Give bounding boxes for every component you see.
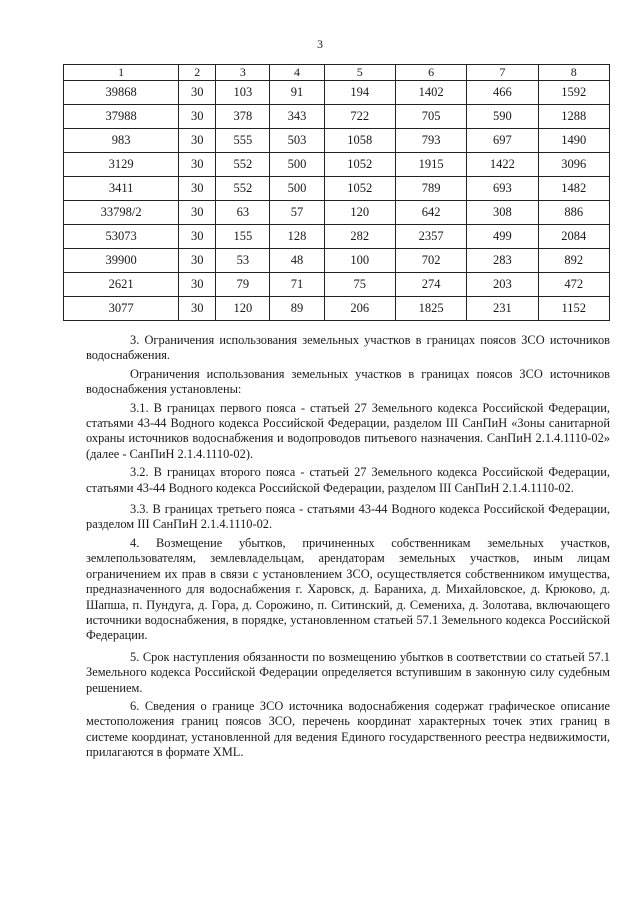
table-cell: 71	[270, 273, 324, 297]
table-cell: 203	[467, 273, 538, 297]
paragraph-compensation: 4. Возмещение убытков, причиненных собственникам земельных участков, землепользователям, землевладельцам, арендаторам земельных участков, иным лицам ограничением их прав в связи с установлением ЗСО, осуществляется собственником имущества, предназначенного для водоснабжения г. Харовск, д. Бараниха, д. Михайловское, д. Крюково, д. Шапша, п. Пундуга, д. Гора, д. Сорожино, п. Ситинский, д. Семениха, д. Золотава, включающего источники водоснабжения, в порядке, установленном статьей 57.1 Земельного кодекса Российской Федерации.	[86, 535, 610, 643]
column-header: 8	[538, 65, 609, 81]
table-cell: 3096	[538, 153, 609, 177]
body-text	[86, 333, 610, 764]
table-cell: 378	[216, 105, 270, 129]
table-cell: 89	[270, 297, 324, 321]
table-cell: 308	[467, 201, 538, 225]
table-cell: 206	[324, 297, 395, 321]
column-header: 2	[179, 65, 216, 81]
table-cell: 642	[395, 201, 466, 225]
table-cell: 30	[179, 297, 216, 321]
table-row	[64, 201, 610, 225]
table-cell: 30	[179, 153, 216, 177]
table-cell: 30	[179, 129, 216, 153]
table-cell: 1825	[395, 297, 466, 321]
table-cell: 499	[467, 225, 538, 249]
table-cell: 30	[179, 249, 216, 273]
paragraph-zso-boundary: 6. Сведения о границе ЗСО источника водоснабжения содержат графическое описание местоположения границ поясов ЗСО, перечень координат характерных точек этих границ в системе координат, установленной для ведения Единого государственного реестра недвижимости, прилагаются в формате XML.	[86, 698, 610, 760]
table-row	[64, 297, 610, 321]
paragraph-first-belt: 3.1. В границах первого пояса - статьей 27 Земельного кодекса Российской Федерации, статьями 43-44 Водного кодекса Российской Федерации, разделом III СанПиН «Зоны санитарной охраны источников водоснабжения и водопроводов питьевого назначения. СанПиН 2.1.4.1110-02» (далее - СанПиН 2.1.4.1110-02).	[86, 400, 610, 461]
table-cell: 53	[216, 249, 270, 273]
table-cell: 120	[324, 201, 395, 225]
column-header: 7	[467, 65, 538, 81]
column-header: 6	[395, 65, 466, 81]
paragraph-restrictions-heading: 3. Ограничения использования земельных участков в границах поясов ЗСО источников водоснабжения.	[86, 333, 610, 363]
table-cell: 2621	[64, 273, 179, 297]
table-row	[64, 153, 610, 177]
table-cell: 231	[467, 297, 538, 321]
table-cell: 3411	[64, 177, 179, 201]
table-cell: 1288	[538, 105, 609, 129]
table-cell: 1402	[395, 81, 466, 105]
table-cell: 1422	[467, 153, 538, 177]
table-cell: 30	[179, 105, 216, 129]
table-cell: 30	[179, 273, 216, 297]
table-cell: 466	[467, 81, 538, 105]
column-header: 5	[324, 65, 395, 81]
column-header: 4	[270, 65, 324, 81]
table-row	[64, 177, 610, 201]
table-cell: 705	[395, 105, 466, 129]
table-cell: 983	[64, 129, 179, 153]
table-cell: 103	[216, 81, 270, 105]
table-cell: 75	[324, 273, 395, 297]
table-cell: 39900	[64, 249, 179, 273]
table-cell: 274	[395, 273, 466, 297]
table-cell: 1052	[324, 177, 395, 201]
table-cell: 702	[395, 249, 466, 273]
table-cell: 1915	[395, 153, 466, 177]
table-cell: 283	[467, 249, 538, 273]
table-cell: 30	[179, 177, 216, 201]
table-cell: 500	[270, 177, 324, 201]
paragraph-restrictions-intro: Ограничения использования земельных участков в границах поясов ЗСО источников водоснабжения установлены:	[86, 366, 610, 397]
table-cell: 63	[216, 201, 270, 225]
table-cell: 100	[324, 249, 395, 273]
table-cell: 33798/2	[64, 201, 179, 225]
table-body	[64, 81, 610, 321]
table-cell: 2084	[538, 225, 609, 249]
table-cell: 37988	[64, 105, 179, 129]
table-cell: 472	[538, 273, 609, 297]
table-cell: 1482	[538, 177, 609, 201]
table-row	[64, 81, 610, 105]
table-cell: 3077	[64, 297, 179, 321]
table-cell: 3129	[64, 153, 179, 177]
table-cell: 155	[216, 225, 270, 249]
table-cell: 697	[467, 129, 538, 153]
table-cell: 503	[270, 129, 324, 153]
table-cell: 722	[324, 105, 395, 129]
table-cell: 79	[216, 273, 270, 297]
data-table	[63, 64, 610, 321]
table-cell: 282	[324, 225, 395, 249]
table-cell: 1490	[538, 129, 609, 153]
table-cell: 343	[270, 105, 324, 129]
paragraph-second-belt: 3.2. В границах второго пояса - статьей 27 Земельного кодекса Российской Федерации, статьями 43-44 Водного кодекса Российской Федерации, разделом III СанПиН 2.1.4.1110-02.	[86, 465, 610, 495]
table-cell: 1052	[324, 153, 395, 177]
table-cell: 48	[270, 249, 324, 273]
table-cell: 91	[270, 81, 324, 105]
table-cell: 128	[270, 225, 324, 249]
table-cell: 500	[270, 153, 324, 177]
table-cell: 793	[395, 129, 466, 153]
table-cell: 194	[324, 81, 395, 105]
table-cell: 30	[179, 225, 216, 249]
table-row	[64, 105, 610, 129]
table-row	[64, 225, 610, 249]
paragraph-compensation-term: 5. Срок наступления обязанности по возмещению убытков в соответствии со статьей 57.1 Земельного кодекса Российской Федерации определяется вступившим в законную силу судебным решением.	[86, 649, 610, 695]
table-row	[64, 273, 610, 297]
table-row	[64, 129, 610, 153]
page-number: 3	[317, 37, 323, 51]
table-cell: 57	[270, 201, 324, 225]
column-header: 1	[64, 65, 179, 81]
table-cell: 1058	[324, 129, 395, 153]
table-cell: 555	[216, 129, 270, 153]
table-row	[64, 249, 610, 273]
table-cell: 886	[538, 201, 609, 225]
table-cell: 693	[467, 177, 538, 201]
table-cell: 39868	[64, 81, 179, 105]
column-header: 3	[216, 65, 270, 81]
table-cell: 552	[216, 177, 270, 201]
table-cell: 1152	[538, 297, 609, 321]
table-cell: 590	[467, 105, 538, 129]
paragraph-third-belt: 3.3. В границах третьего пояса - статьями 43-44 Водного кодекса Российской Федерации, разделом III СанПиН 2.1.4.1110-02.	[86, 502, 610, 532]
table-cell: 53073	[64, 225, 179, 249]
table-cell: 30	[179, 201, 216, 225]
table-cell: 30	[179, 81, 216, 105]
table-cell: 2357	[395, 225, 466, 249]
table-cell: 552	[216, 153, 270, 177]
table-header-row	[64, 65, 610, 81]
table-cell: 1592	[538, 81, 609, 105]
table-cell: 892	[538, 249, 609, 273]
table-cell: 789	[395, 177, 466, 201]
table-cell: 120	[216, 297, 270, 321]
